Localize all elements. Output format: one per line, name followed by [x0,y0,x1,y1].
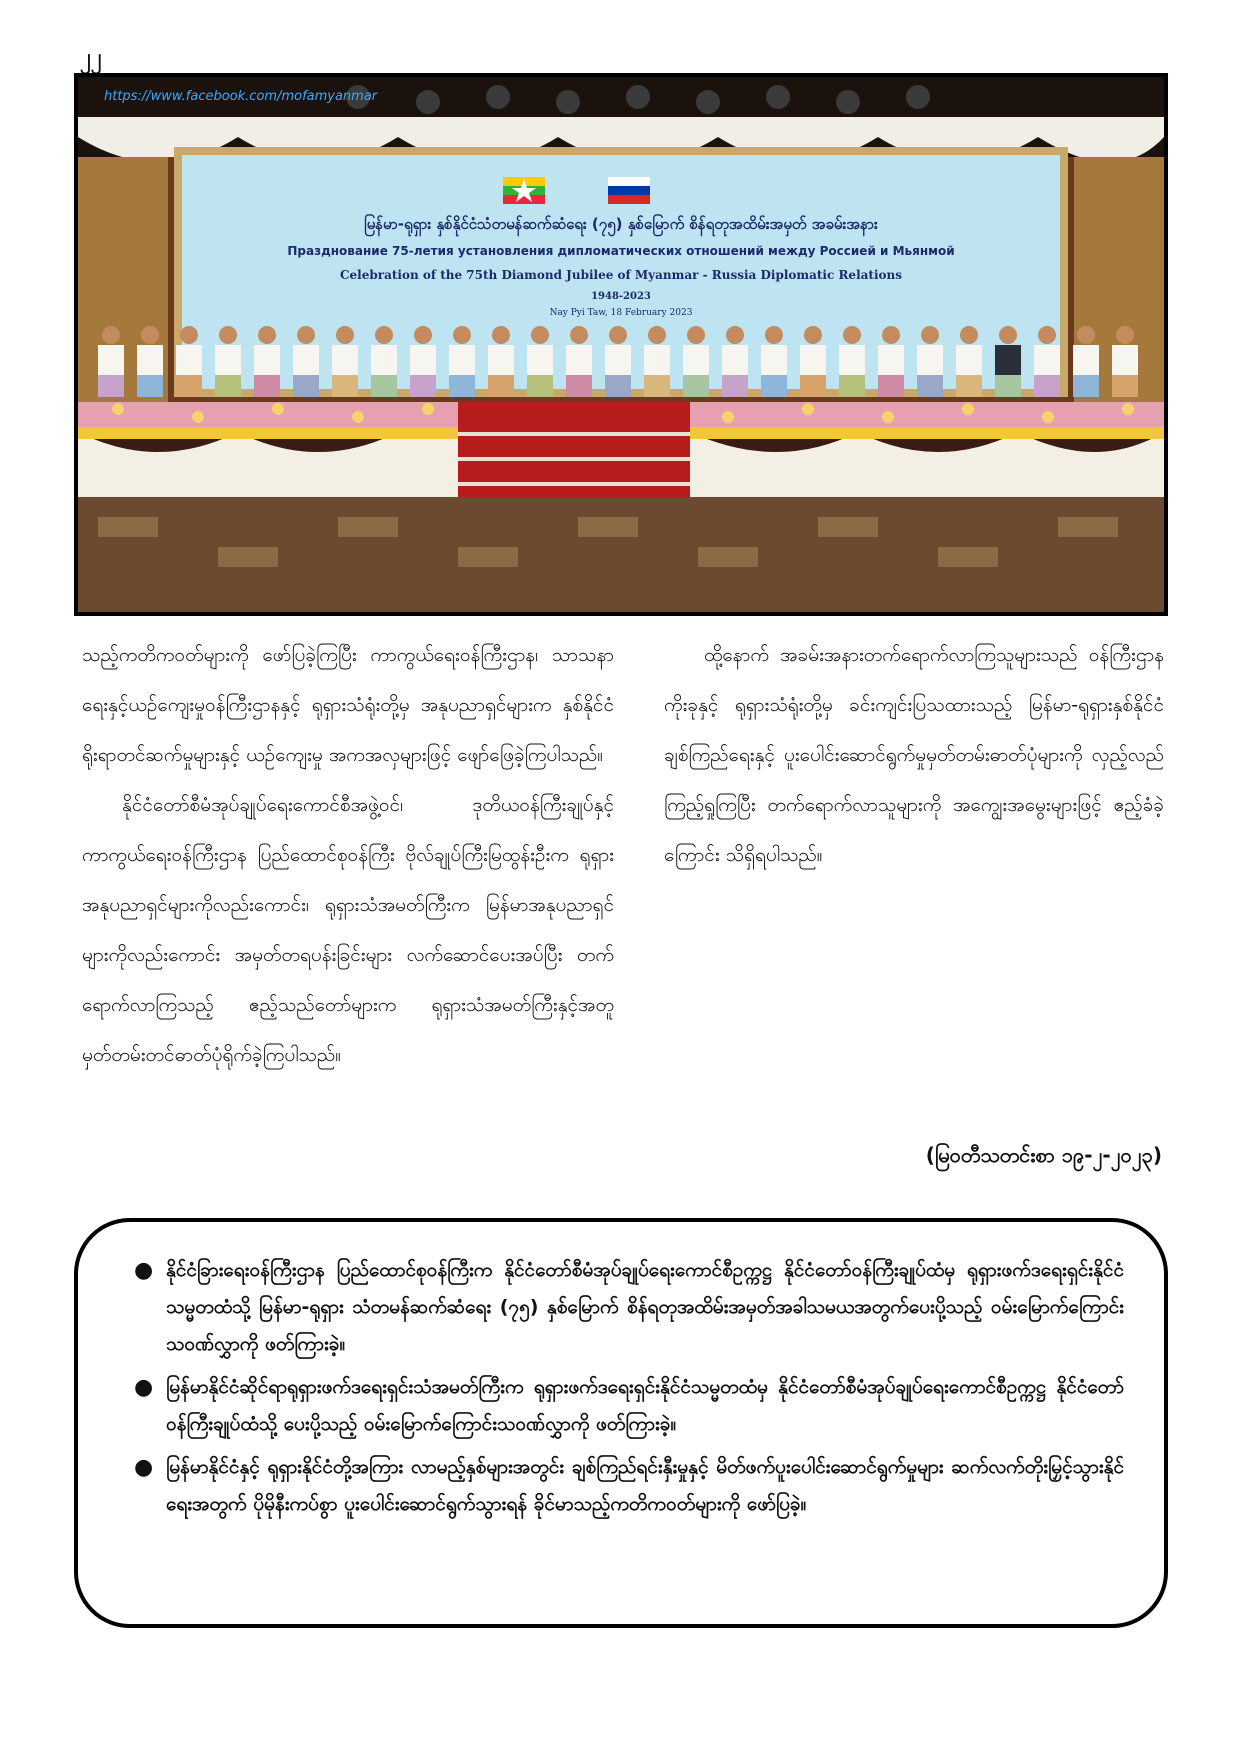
attendee-longyi [488,375,514,397]
article-right-column [664,630,1164,880]
attendee-shirt [1112,345,1138,375]
attendee-longyi [215,375,241,397]
attendee-head [1116,326,1134,344]
attendee-longyi [917,375,943,397]
attendee-longyi [605,375,631,397]
attendee-head [921,326,939,344]
banner-years: 1948-2023 [591,291,651,302]
attendee-longyi [176,375,202,397]
attendee-head [375,326,393,344]
attendee-longyi [332,375,358,397]
attendee-head [765,326,783,344]
attendee-head [648,326,666,344]
attendee-shirt [137,345,163,375]
banner-place-date: Nay Pyi Taw, 18 February 2023 [549,308,693,318]
attendee-head [297,326,315,344]
attendee-shirt [956,345,982,375]
banner-title-my: မြန်မာ-ရုရှား နှစ်နိုင်ငံသံတမန်ဆက်ဆံရေး (၇၅) နှစ်မြောက် စိန်ရတုအထိမ်းအမှတ် အခမ်းအနား [364,215,878,233]
attendee-longyi [800,375,826,397]
attendee-longyi [1112,375,1138,397]
attendee-shirt [878,345,904,375]
page-number: ၂၂ [80,45,102,70]
attendee-head [843,326,861,344]
attendee-longyi [566,375,592,397]
attendee-shirt [527,345,553,375]
attendee-head [141,326,159,344]
article-left-column [82,630,614,1080]
attendee-shirt [644,345,670,375]
attendee-head [492,326,510,344]
event-photo [74,73,1168,616]
attendee-longyi [878,375,904,397]
attendee-head [453,326,471,344]
attendee-shirt [176,345,202,375]
attendee-longyi [527,375,553,397]
attendee-shirt [800,345,826,375]
bullet-icon: ● [134,1455,154,1480]
highlight-text: မြန်မာနိုင်ငံဆိုင်ရာရုရှားဖက်ဒရေးရှင်းသံအမတ်ကြီးက ရုရှားဖက်ဒရေးရှင်းနိုင်ငံသမ္မတထံမှ နိုင်ငံတော်စီမံအုပ်ချုပ်ရေးကောင်စီဥက္ကဋ္ဌ နိုင်ငံတော်ဝန်ကြီးချုပ်ထံသို့ ပေးပို့သည့် ဝမ်းမြောက်ကြောင်းသဝဏ်လွှာကို ဖတ်ကြားခဲ့။ [166,1376,1124,1435]
attendee-longyi [722,375,748,397]
article-paragraph: နိုင်ငံတော်စီမံအုပ်ချုပ်ရေးကောင်စီအဖွဲ့ဝင်၊ ဒုတိယဝန်ကြီးချုပ်နှင့် ကာကွယ်ရေးဝန်ကြီးဌာန ပြည်ထောင်စုဝန်ကြီး ဗိုလ်ချုပ်ကြီးမြထွန်းဦးက ရုရှားအနုပညာရှင်များကိုလည်းကောင်း၊ ရုရှားသံအမတ်ကြီးက မြန်မာအနုပညာရှင်များကိုလည်းကောင်း အမှတ်တရပန်းခြင်းများ လက်ဆောင်ပေးအပ်ပြီး တက်ရောက်လာကြသည့် ဧည့်သည်တော်များက ရုရှားသံအမတ်ကြီးနှင့်အတူ မှတ်တမ်းတင်ဓာတ်ပုံရိုက်ခဲ့ကြပါသည်။ [82,794,614,1066]
attendee-head [414,326,432,344]
attendee-head [960,326,978,344]
highlights-box [74,1218,1168,1628]
attendee-longyi [683,375,709,397]
attendee-longyi [644,375,670,397]
attendee-head [804,326,822,344]
attendee-longyi [254,375,280,397]
attendee-head [336,326,354,344]
article-source: (မြဝတီသတင်းစာ ၁၉-၂-၂၀၂၃) [925,1143,1162,1167]
attendee-shirt [995,345,1021,375]
banner-title-en: Celebration of the 75th Diamond Jubilee of Myanmar - Russia Diplomatic Relations [340,268,902,282]
attendee-longyi [410,375,436,397]
highlight-item [134,1369,1124,1443]
attendee-shirt [917,345,943,375]
attendee-shirt [449,345,475,375]
attendee-shirt [410,345,436,375]
attendee-shirt [1073,345,1099,375]
article-paragraph: သည့်ကတိကဝတ်များကို ဖော်ပြခဲ့ကြပြီး ကာကွယ်ရေးဝန်ကြီးဌာန၊ သာသနာရေးနှင့်ယဉ်ကျေးမှုဝန်ကြီးဌာနနှင့် ရုရှားသံရုံးတို့မှ အနုပညာရှင်များက နှစ်နိုင်ငံရိုးရာတင်ဆက်မှုများနှင့် ယဉ်ကျေးမှု အကအလှများဖြင့် ဖျော်ဖြေခဲ့ကြပါသည်။ [82,644,614,766]
attendee-shirt [839,345,865,375]
article-paragraph: ထို့နောက် အခမ်းအနားတက်ရောက်လာကြသူများသည် ဝန်ကြီးဌာနကိုးခုနှင့် ရုရှားသံရုံးတို့မှ ခင်းကျင်းပြသထားသည့် မြန်မာ-ရုရှားနှစ်နိုင်ငံချစ်ကြည်ရေးနှင့် ပူးပေါင်းဆောင်ရွက်မှုမှတ်တမ်းဓာတ်ပုံများကို လှည့်လည်ကြည့်ရှုကြပြီး တက်ရောက်လာသူများကို အကျွေးအမွေးများဖြင့် ဧည့်ခံခဲ့ကြောင်း သိရှိရပါသည်။ [664,644,1164,866]
highlight-item [134,1252,1124,1363]
attendee-head [1038,326,1056,344]
attendee-head [180,326,198,344]
bullet-icon: ● [134,1375,154,1400]
attendee-head [102,326,120,344]
attendee-longyi [98,375,124,397]
attendee-shirt [566,345,592,375]
attendee-longyi [839,375,865,397]
attendee-head [531,326,549,344]
attendee-longyi [1073,375,1099,397]
attendee-head [609,326,627,344]
photo-url-watermark: https://www.facebook.com/mofamyanmar [104,89,378,104]
highlight-item [134,1449,1124,1523]
attendee-longyi [449,375,475,397]
attendee-shirt [215,345,241,375]
attendee-head [882,326,900,344]
attendee-head [1077,326,1095,344]
attendee-longyi [761,375,787,397]
attendee-longyi [1034,375,1060,397]
attendee-head [687,326,705,344]
highlight-text: နိုင်ငံခြားရေးဝန်ကြီးဌာန ပြည်ထောင်စုဝန်ကြီးက နိုင်ငံတော်စီမံအုပ်ချုပ်ရေးကောင်စီဥက္ကဋ္ဌ နိုင်ငံတော်ဝန်ကြီးချုပ်ထံမှ ရုရှားဖက်ဒရေးရှင်းနိုင်ငံသမ္မတထံသို့ မြန်မာ-ရုရှား သံတမန်ဆက်ဆံရေး (၇၅) နှစ်မြောက် စိန်ရတုအထိမ်းအမှတ်အခါသမယအတွက်ပေးပို့သည့် ဝမ်းမြောက်ကြောင်းသဝဏ်လွှာကို ဖတ်ကြားခဲ့။ [166,1259,1124,1355]
attendee-shirt [1034,345,1060,375]
attendee-shirt [332,345,358,375]
attendee-shirt [254,345,280,375]
attendee-longyi [371,375,397,397]
attendee-head [999,326,1017,344]
attendee-head [219,326,237,344]
attendee-longyi [293,375,319,397]
attendee-longyi [137,375,163,397]
attendee-shirt [98,345,124,375]
attendee-shirt [293,345,319,375]
attendee-shirt [683,345,709,375]
attendee-shirt [722,345,748,375]
bullet-icon: ● [134,1258,154,1283]
attendee-head [258,326,276,344]
attendee-shirt [605,345,631,375]
highlight-text: မြန်မာနိုင်ငံနှင့် ရုရှားနိုင်ငံတို့အကြား လာမည့်နှစ်များအတွင်း ချစ်ကြည်ရင်းနှီးမှုနှင့် မိတ်ဖက်ပူးပေါင်းဆောင်ရွက်မှုများ ဆက်လက်တိုးမြှင့်သွားနိုင်ရေးအတွက် ပိုမိုနီးကပ်စွာ ပူးပေါင်းဆောင်ရွက်သွားရန် ခိုင်မာသည့်ကတိကဝတ်များကို ဖော်ပြခဲ့။ [166,1456,1124,1515]
attendee-shirt [371,345,397,375]
attendee-longyi [956,375,982,397]
attendee-head [570,326,588,344]
attendee-shirt [761,345,787,375]
attendee-longyi [995,375,1021,397]
banner-title-ru: Празднование 75-летия установления дипломатических отношений между Россией и Мьянмой [287,244,955,258]
attendee-shirt [488,345,514,375]
attendee-head [726,326,744,344]
